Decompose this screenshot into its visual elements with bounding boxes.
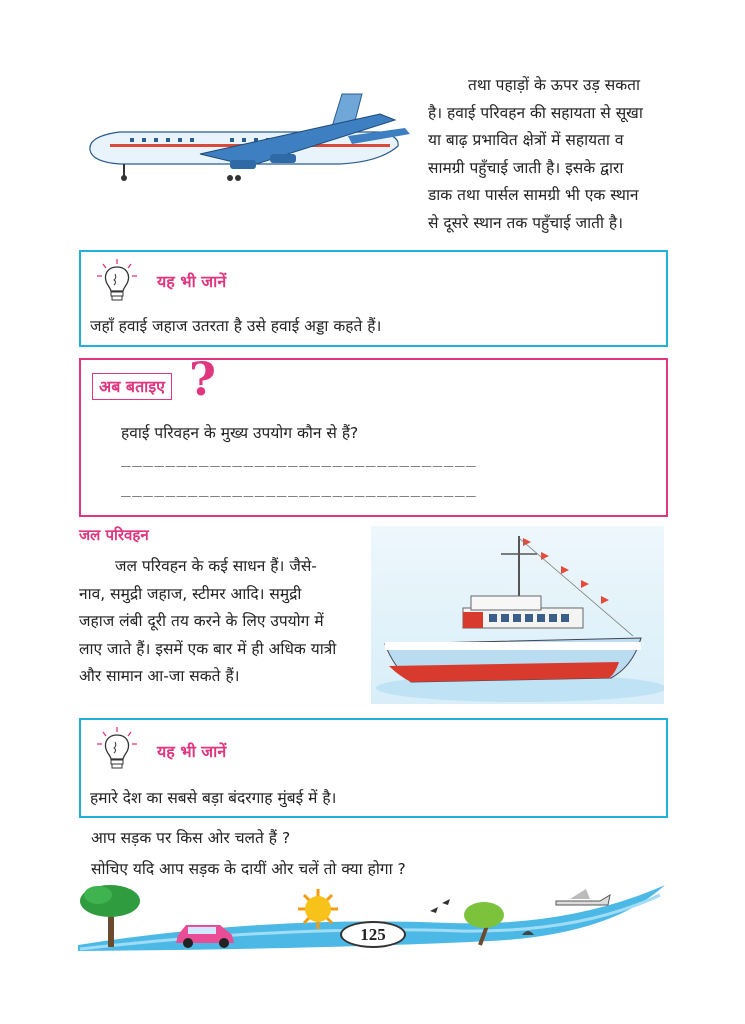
- text-line: और सामान आ-जा सकते हैं।: [79, 667, 240, 685]
- question-title: अब बताइए: [99, 377, 166, 396]
- text-line: तथा पहाड़ों के ऊपर उड़ सकता: [468, 76, 640, 94]
- bulb-icon: [95, 726, 139, 776]
- answer-line: ________________________________: [121, 478, 478, 497]
- answer-line: ________________________________: [121, 448, 478, 467]
- closing-question: आप सड़क पर किस ओर चलते हैं ?: [91, 829, 291, 847]
- airplane-image: [80, 92, 415, 192]
- question-mark-icon: ?: [189, 352, 216, 406]
- text-line: है। हवाई परिवहन की सहायता से सूखा: [428, 103, 643, 122]
- question-title-tag: [92, 373, 172, 400]
- text-line: नाव, समुद्री जहाज, स्टीमर आदि। समुद्री: [79, 584, 302, 603]
- did-you-know-box: [79, 718, 668, 818]
- water-transport-paragraph: [79, 553, 366, 691]
- closing-question: सोचिए यदि आप सड़क के दायीं ओर चलें तो क्या होगा ?: [91, 860, 406, 878]
- text-line: जहाज लंबी दूरी तय करने के लिए उपयोग में: [79, 612, 324, 630]
- text-line: लाए जाते हैं। इसमें एक बार में ही अधिक यात्री: [79, 639, 337, 658]
- text-line: से दूसरे स्थान तक पहुँचाई जाती है।: [428, 213, 624, 232]
- tip-text: जहाँ हवाई जहाज उतरता है उसे हवाई अड्डा कहते हैं।: [90, 317, 382, 335]
- did-you-know-box: [79, 250, 668, 347]
- tip-text: हमारे देश का सबसे बड़ा बंदरगाह मुंबई में है।: [90, 789, 337, 807]
- text-line: सामग्री पहुँचाई जाती है। इसके द्वारा: [428, 158, 624, 177]
- page-number: 125: [340, 921, 406, 948]
- question-box: [79, 352, 668, 517]
- question-text: हवाई परिवहन के मुख्य उपयोग कौन से हैं?: [121, 424, 359, 442]
- text-line: डाक तथा पार्सल सामग्री भी एक स्थान: [428, 186, 639, 204]
- air-transport-paragraph: [428, 72, 668, 237]
- text-line: या बाढ़ प्रभावित क्षेत्रों में सहायता व: [428, 131, 624, 149]
- ship-image: [371, 526, 664, 704]
- section-heading: जल परिवहन: [79, 526, 149, 544]
- text-line: जल परिवहन के कई साधन हैं। जैसे-: [115, 557, 317, 575]
- bulb-icon: [95, 258, 139, 308]
- tip-title: यह भी जानें: [157, 272, 227, 291]
- tip-title: यह भी जानें: [157, 742, 227, 761]
